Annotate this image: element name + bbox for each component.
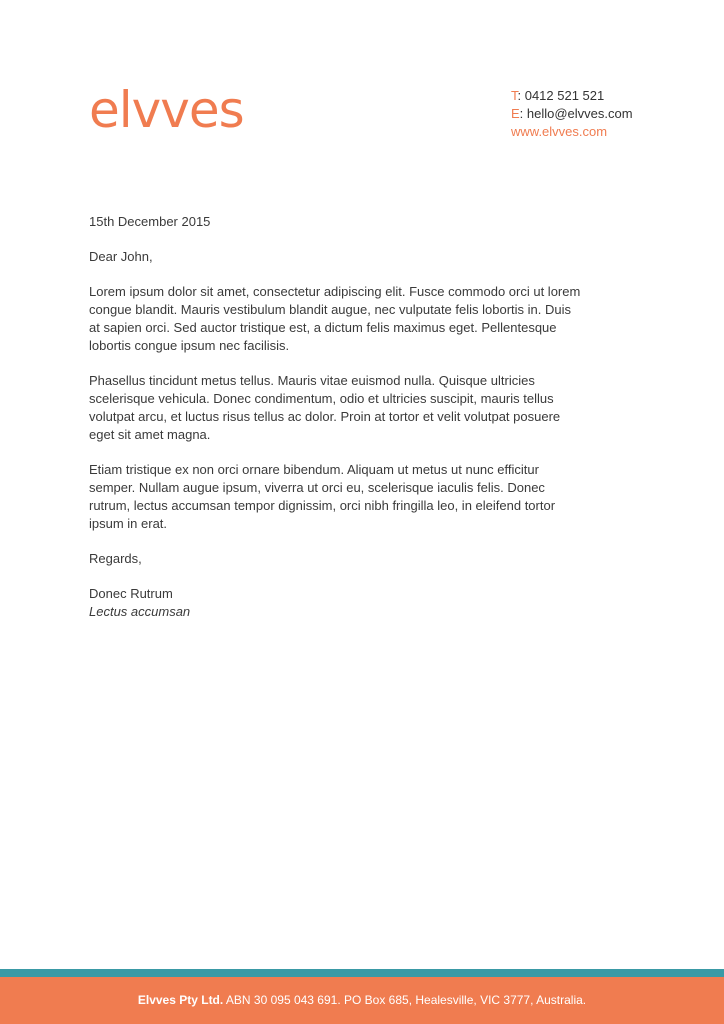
website-link[interactable]: www.elvves.com <box>511 124 608 139</box>
letter-salutation: Dear John, <box>89 249 153 264</box>
phone-label: T <box>511 88 518 103</box>
footer-stripe <box>0 969 724 977</box>
letter-paragraph-1: Lorem ipsum dolor sit amet, consectetur adipiscing elit. Fusce commodo orci ut lorem congue blandit. Mauris vestibulum blandit augue, nec vulputate felis lobortis in. Duis at sapien orci. Sed auctor tristique est, a dictum felis maximus eget. Pellentesque lobortis congue ipsum nec facilisis. <box>89 284 581 353</box>
footer-company: Elvves Pty Ltd. <box>137 993 224 1007</box>
letter-paragraph-2: Phasellus tincidunt metus tellus. Mauris vitae euismod nulla. Quisque ultricies scelerisque vehicula. Donec condimentum, odio et ultricies suscipit, mauris tellus volutpat arcu, et luctus risus tellus ac dolor. Proin at tortor et velit volutpat posuere eget sit amet magna. <box>89 373 561 442</box>
letter-date: 15th December 2015 <box>89 214 211 229</box>
company-logo: elvves <box>89 81 244 139</box>
email-address[interactable]: : hello@elvves.com <box>519 106 633 121</box>
letter-paragraph-3: Etiam tristique ex non orci ornare bibendum. Aliquam ut metus ut nunc efficitur semper. Nullam augue ipsum, viverra ut orci eu, scelerisque iaculis felis. Donec rutrum, lectus accumsan tempor dignissim, orci nibh fringilla leo, in eleifend tortor ipsum in erat. <box>89 462 556 531</box>
contact-block <box>511 87 633 141</box>
contact-phone <box>511 87 633 105</box>
footer-details: ABN 30 095 043 691. PO Box 685, Healesville, VIC 3777, Australia. <box>223 993 587 1007</box>
letter-closing: Regards, <box>89 551 142 566</box>
letter-body <box>89 213 584 621</box>
email-label: E <box>511 106 520 121</box>
phone-number: : 0412 521 521 <box>517 88 605 103</box>
footer-bar <box>0 977 724 1024</box>
contact-email <box>511 105 633 123</box>
signer-name: Donec Rutrum <box>89 586 173 601</box>
signer-title: Lectus accumsan <box>89 604 191 619</box>
